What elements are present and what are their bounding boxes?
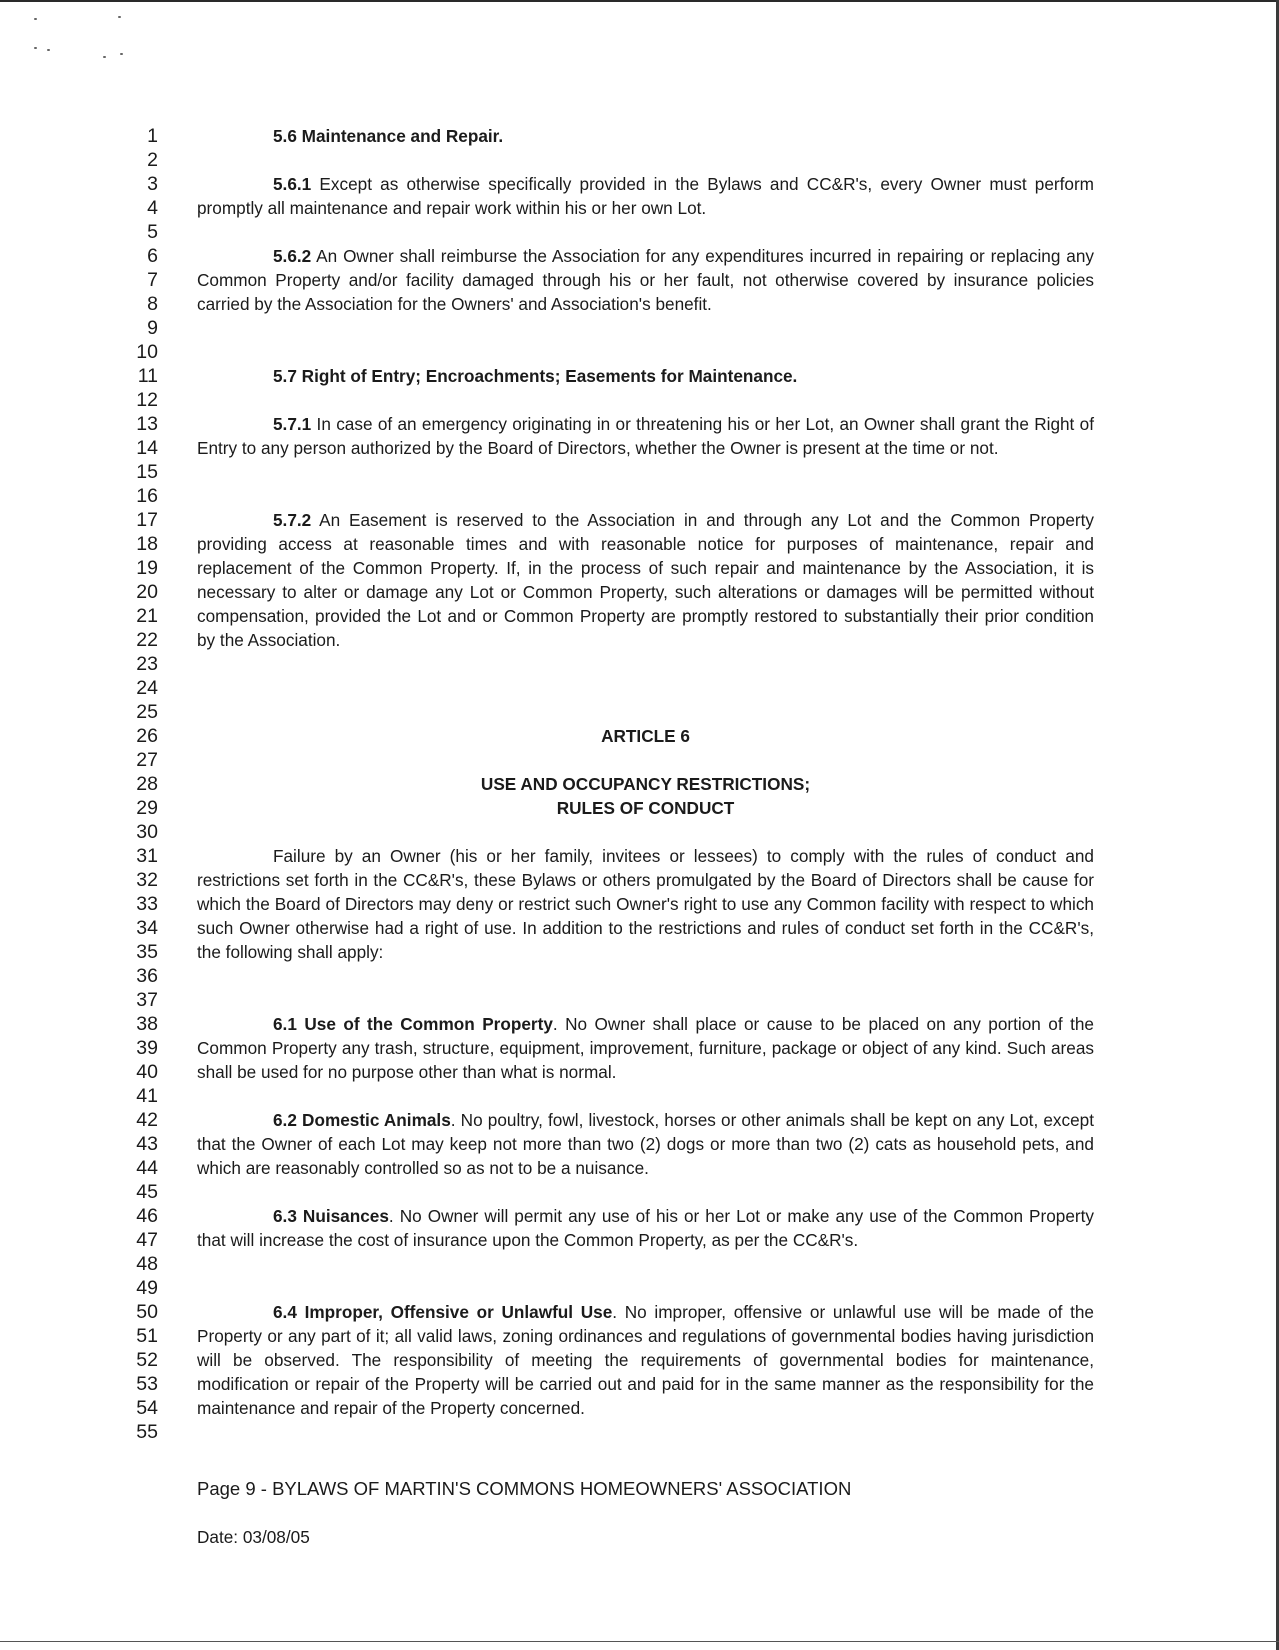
paragraph-text: Failure by an Owner (his or her family, invitees or lessees) to comply with the rules of conduct and restrictions set forth in the CC&R's, these Bylaws or others promulgated by the Board of Directors shall be cause for which the Board of Directors may deny or restrict such Owner's right to use any Common facility with respect to which such Owner otherwise had a right of use. In addition to the restrictions and rules of conduct set forth in the CC&R's, the following shall apply: [197, 846, 1094, 962]
line-number: 30 [136, 821, 158, 843]
article-label: ARTICLE 6 [601, 726, 690, 746]
line-number: 1 [147, 125, 158, 147]
line-number: 25 [136, 701, 158, 723]
line-number: 7 [147, 269, 158, 291]
line-number: 52 [136, 1349, 158, 1371]
paragraph-number: 5.7.1 [273, 414, 312, 434]
page-footer: Page 9 - BYLAWS OF MARTIN'S COMMONS HOMEOWNERS' ASSOCIATION [197, 1478, 852, 1499]
paragraph-6-2 [197, 1108, 1094, 1180]
paragraph-text: . No Owner will permit any use of his or her Lot or make any use of the Common Property that will increase the cost of insurance upon the Common Property, as per the CC&R's. [197, 1206, 1094, 1250]
section-5-7-heading: 5.7 Right of Entry; Encroachments; Easements for Maintenance. [273, 366, 798, 386]
line-number: 23 [136, 653, 158, 675]
scan-speck [47, 49, 50, 51]
paragraph-text: Except as otherwise specifically provided in the Bylaws and CC&R's, every Owner must perform promptly all maintenance and repair work within his or her own Lot. [197, 174, 1094, 218]
section-5-6-heading: 5.6 Maintenance and Repair. [273, 126, 504, 146]
line-number: 10 [136, 341, 158, 363]
article-intro-paragraph [197, 844, 1094, 964]
line-number: 29 [136, 797, 158, 819]
line-number: 38 [136, 1013, 158, 1035]
line-number: 41 [136, 1085, 158, 1107]
line-number: 39 [136, 1037, 158, 1059]
scan-speck [103, 56, 106, 58]
line-number: 16 [136, 485, 158, 507]
line-number: 5 [147, 221, 158, 243]
line-number: 8 [147, 293, 158, 315]
article-title-line-1: USE AND OCCUPANCY RESTRICTIONS; [480, 774, 811, 794]
line-number: 21 [136, 605, 158, 627]
line-number: 15 [136, 461, 158, 483]
paragraph-title: 6.2 Domestic Animals [273, 1110, 451, 1130]
scan-speck [118, 16, 121, 18]
document-date: Date: 03/08/05 [197, 1527, 310, 1547]
scan-border-top [0, 0, 1279, 2]
line-number: 18 [136, 533, 158, 555]
line-number: 35 [136, 941, 158, 963]
line-number: 4 [147, 197, 158, 219]
paragraph-text: In case of an emergency originating in or threatening his or her Lot, an Owner shall grant the Right of Entry to any person authorized by the Board of Directors, whether the Owner is present at the time or not. [197, 414, 1094, 458]
line-number: 46 [136, 1205, 158, 1227]
line-number: 28 [136, 773, 158, 795]
line-number: 55 [136, 1421, 158, 1443]
line-number: 37 [136, 989, 158, 1011]
line-number: 9 [147, 317, 158, 339]
line-number: 26 [136, 725, 158, 747]
paragraph-number: 5.6.2 [273, 246, 312, 266]
line-number: 47 [136, 1229, 158, 1251]
line-number: 31 [136, 845, 158, 867]
line-number: 40 [136, 1061, 158, 1083]
line-number: 54 [136, 1397, 158, 1419]
line-number: 12 [136, 389, 158, 411]
paragraph-title: 6.3 Nuisances [273, 1206, 389, 1226]
paragraph-text: . No Owner shall place or cause to be placed on any portion of the Common Property any trash, structure, equipment, improvement, furniture, package or object of any kind. Such areas shall be used for no purpose other than what is normal. [197, 1014, 1094, 1082]
line-number: 50 [136, 1301, 158, 1323]
line-number: 22 [136, 629, 158, 651]
article-title-line-2: RULES OF CONDUCT [556, 798, 735, 818]
line-number: 42 [136, 1109, 158, 1131]
line-number: 44 [136, 1157, 158, 1179]
paragraph-5-7-2 [197, 508, 1094, 652]
paragraph-text: . No improper, offensive or unlawful use will be made of the Property or any part of it; all valid laws, zoning ordinances and regulations of governmental bodies having jurisdiction will be observed. The responsibility of meeting the requirements of governmental bodies for maintenance, modification or repair of the Property will be carried out and paid for in the same manner as the responsibility for the maintenance and repair of the Property concerned. [197, 1302, 1094, 1418]
line-number: 34 [136, 917, 158, 939]
paragraph-6-4 [197, 1300, 1094, 1420]
scan-speck [120, 53, 123, 55]
paragraph-text: An Easement is reserved to the Association in and through any Lot and the Common Property providing access at reasonable times and with reasonable notice for purposes of maintenance, repair and replacement of the Common Property. If, in the process of such repair and maintenance by the Association, it is necessary to alter or damage any Lot or Common Property, such alterations or damages will be permitted without compensation, provided the Lot and or Common Property are promptly restored to substantially their prior condition by the Association. [197, 510, 1094, 650]
line-number: 49 [136, 1277, 158, 1299]
line-number: 45 [136, 1181, 158, 1203]
paragraph-number: 5.7.2 [273, 510, 312, 530]
paragraph-5-6-1 [197, 172, 1094, 220]
line-number: 17 [136, 509, 158, 531]
paragraph-5-6-2 [197, 244, 1094, 316]
paragraph-5-7-1 [197, 412, 1094, 460]
paragraph-text: An Owner shall reimburse the Association for any expenditures incurred in repairing or replacing any Common Property and/or facility damaged through his or her fault, not otherwise covered by insurance policies carried by the Association for the Owners' and Association's benefit. [197, 246, 1094, 314]
line-number: 13 [136, 413, 158, 435]
paragraph-number: 5.6.1 [273, 174, 312, 194]
line-number: 6 [147, 245, 158, 267]
paragraph-6-3 [197, 1204, 1094, 1252]
line-number: 32 [136, 869, 158, 891]
line-number: 3 [147, 173, 158, 195]
line-number: 11 [137, 365, 158, 387]
line-number: 2 [147, 149, 158, 171]
paragraph-title: 6.1 Use of the Common Property [273, 1014, 553, 1034]
line-number: 20 [136, 581, 158, 603]
line-number: 48 [136, 1253, 158, 1275]
paragraph-title: 6.4 Improper, Offensive or Unlawful Use [273, 1302, 613, 1322]
scan-speck [34, 47, 37, 49]
line-number: 33 [136, 893, 158, 915]
line-number: 14 [136, 437, 158, 459]
line-number: 43 [136, 1133, 158, 1155]
line-number: 24 [136, 677, 158, 699]
line-number: 19 [136, 557, 158, 579]
line-number: 36 [136, 965, 158, 987]
scan-border-bottom [0, 1641, 1279, 1642]
line-number: 53 [136, 1373, 158, 1395]
paragraph-text: . No poultry, fowl, livestock, horses or other animals shall be kept on any Lot, except that the Owner of each Lot may keep not more than two (2) dogs or more than two (2) cats as household pets, and which are reasonably controlled so as not to be a nuisance. [197, 1110, 1094, 1178]
paragraph-6-1 [197, 1012, 1094, 1084]
scan-speck [34, 18, 37, 20]
line-number: 27 [136, 749, 158, 771]
line-number: 51 [136, 1325, 158, 1347]
